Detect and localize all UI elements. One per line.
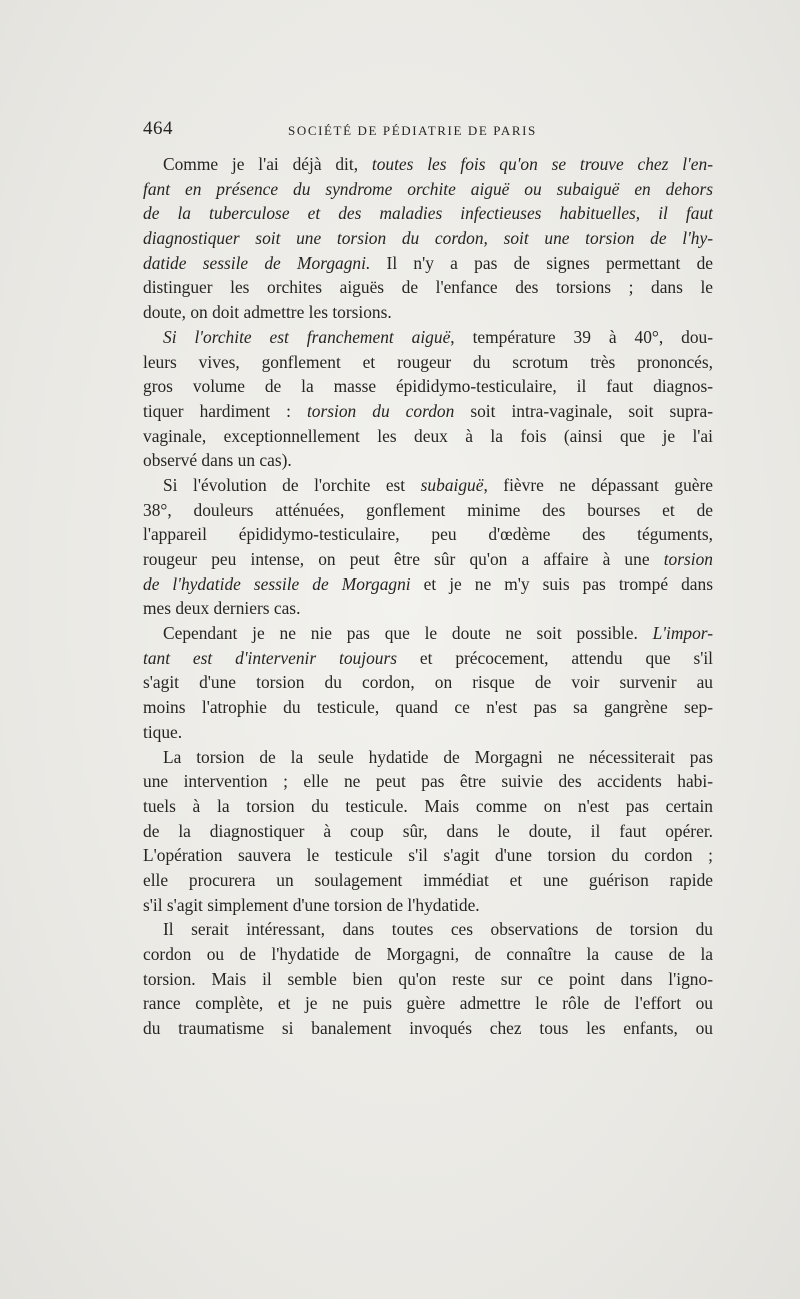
italic-text: fant en présence du syndrome orchite aiguë ou subaiguë en dehors [143, 178, 713, 199]
text-span: s'il s'agit simplement d'une torsion de l'hydatide. [143, 894, 480, 915]
text-line [143, 522, 713, 547]
text-span: , fièvre ne dépassant guère [483, 474, 713, 495]
text-line [143, 695, 713, 720]
text-line [143, 374, 713, 399]
text-span: l'appareil épididymo-testiculaire, peu d'œdème des téguments, [143, 524, 713, 545]
italic-text: de l'hydatide sessile de Morgagni [143, 573, 411, 594]
text-span: Il n'y a pas de signes permettant de [370, 252, 713, 273]
italic-text: Si l'orchite est franchement aiguë [163, 326, 451, 347]
text-span: mes deux derniers cas. [143, 598, 301, 619]
text-line [143, 893, 713, 918]
text-span: gros volume de la masse épididymo-testiculaire, il faut diagnos- [143, 376, 713, 397]
text-line [143, 745, 713, 770]
text-line [143, 1016, 713, 1041]
italic-text: diagnostiquer soit une torsion du cordon, soit une torsion de l'hy- [143, 228, 713, 249]
text-span: du traumatisme si banalement invoqués chez tous les enfants, ou [143, 1018, 713, 1039]
text-line [143, 350, 713, 375]
text-span: doute, on doit admettre les torsions. [143, 302, 392, 323]
text-line [143, 646, 713, 671]
text-line [143, 300, 713, 325]
italic-text: datide sessile de Morgagni. [143, 252, 371, 273]
text-span: soit intra-vaginale, soit supra- [454, 400, 713, 421]
text-span: observé dans un cas). [143, 450, 292, 471]
page-header [143, 118, 713, 142]
text-line [143, 991, 713, 1016]
text-line [143, 177, 713, 202]
italic-text: tant est d'intervenir toujours [143, 647, 397, 668]
italic-text: de la tuberculose et des maladies infectieuses habituelles, il faut [143, 203, 713, 224]
text-line [143, 868, 713, 893]
italic-text: toutes les fois qu'on se trouve chez l'en- [371, 154, 713, 174]
text-line [143, 621, 713, 646]
text-span: , température 39 à 40°, dou- [450, 326, 713, 347]
text-line [143, 201, 713, 226]
text-line [143, 473, 713, 498]
text-span: et je ne m'y suis pas trompé dans [410, 573, 713, 594]
text-line [143, 152, 713, 177]
text-line [143, 448, 713, 473]
text-line [143, 917, 713, 942]
text-line [143, 424, 713, 449]
text-line [143, 498, 713, 523]
page-number: 464 [143, 118, 173, 139]
text-span: 38°, douleurs atténuées, gonflement minime des bourses et de [143, 499, 713, 520]
text-span: tuels à la torsion du testicule. Mais comme on n'est pas certain [143, 795, 713, 816]
text-line [143, 720, 713, 745]
running-title: SOCIÉTÉ DE PÉDIATRIE DE PARIS [288, 123, 537, 138]
text-line [143, 399, 713, 424]
text-span: vaginale, exceptionnellement les deux à la fois (ainsi que je l'ai [143, 425, 713, 446]
text-span: rougeur peu intense, on peut être sûr qu'on a affaire à une [143, 549, 664, 569]
text-line [143, 547, 713, 572]
text-line [143, 275, 713, 300]
text-line [143, 325, 713, 350]
text-span: cordon ou de l'hydatide de Morgagni, de connaître la cause de la [143, 944, 713, 964]
text-span: Si l'évolution de l'orchite est [163, 474, 421, 495]
text-span: elle procurera un soulagement immédiat et une guérison rapide [143, 869, 713, 890]
text-line [143, 819, 713, 844]
text-line [143, 226, 713, 251]
text-line [143, 596, 713, 621]
text-line [143, 794, 713, 819]
italic-text: subaiguë [420, 474, 484, 495]
text-line [143, 251, 713, 276]
text-span: moins l'atrophie du testicule, quand ce n'est pas sa gangrène sep- [143, 697, 713, 718]
text-line [143, 572, 713, 597]
text-line [143, 843, 713, 868]
text-span: une intervention ; elle ne peut pas être suivie des accidents habi- [143, 771, 713, 792]
text-line [143, 967, 713, 992]
text-span: Il serait intéressant, dans toutes ces observations de torsion du [163, 919, 713, 940]
text-line [143, 769, 713, 794]
italic-text: L'impor- [652, 623, 713, 644]
text-span: rance complète, et je ne puis guère admettre le rôle de l'effort ou [143, 993, 713, 1014]
text-span: Comme je l'ai déjà dit, [163, 154, 372, 174]
text-line [143, 670, 713, 695]
text-span: distinguer les orchites aiguës de l'enfance des torsions ; dans le [143, 277, 713, 298]
body-text [143, 152, 713, 1041]
italic-text: torsion du cordon [306, 400, 455, 421]
text-span: et précocement, attendu que s'il [397, 647, 713, 668]
text-span: tique. [143, 721, 183, 742]
text-span: L'opération sauvera le testicule s'il s'agit d'une torsion du cordon ; [143, 845, 713, 866]
text-span: tiquer hardiment : [143, 400, 307, 421]
text-span: La torsion de la seule hydatide de Morgagni ne nécessiterait pas [163, 746, 713, 767]
text-span: leurs vives, gonflement et rougeur du scrotum très prononcés, [143, 351, 713, 372]
text-span: s'agit d'une torsion du cordon, on risque de voir survenir au [143, 672, 713, 693]
text-span: torsion. Mais il semble bien qu'on reste sur ce point dans l'igno- [143, 968, 713, 989]
text-span: de la diagnostiquer à coup sûr, dans le doute, il faut opérer. [143, 820, 713, 841]
text-span: Cependant je ne nie pas que le doute ne soit possible. [163, 623, 653, 644]
text-line [143, 942, 713, 967]
italic-text: torsion [663, 549, 713, 569]
